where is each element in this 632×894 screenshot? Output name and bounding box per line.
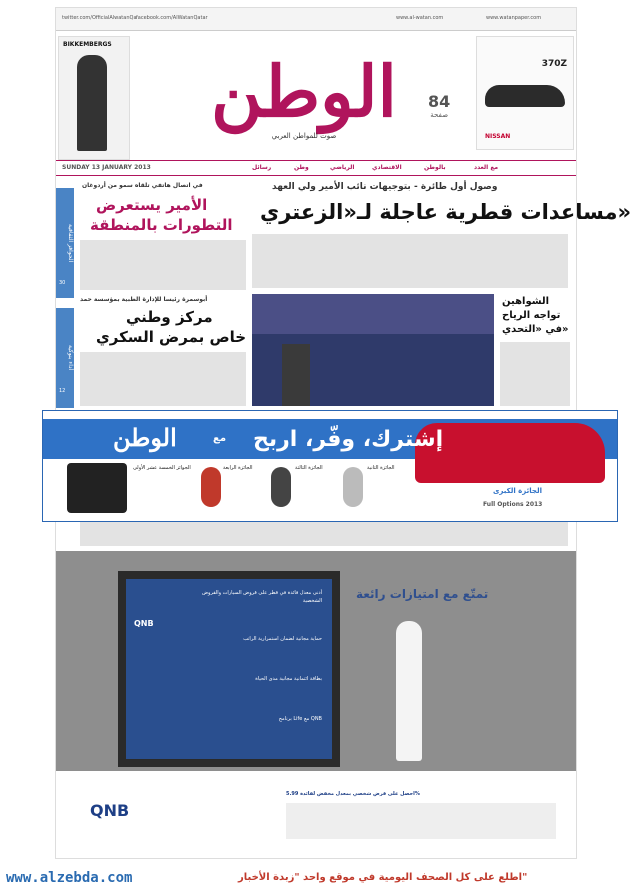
prize-three-label: الجائزة الثالثة (295, 465, 323, 471)
nav-item-economy[interactable]: الاقتصادي (372, 164, 402, 171)
second-story-text (80, 352, 246, 406)
prize-five-label: الجوائز الخمسة عشر الأولى (133, 465, 191, 471)
top-bar (56, 8, 576, 31)
section-nav (56, 160, 576, 176)
twitter-link[interactable]: twitter.com/OfficialAlwatanQa (62, 15, 137, 21)
billboard-brand: QNB (134, 619, 154, 628)
side-headline-line1[interactable]: الأمير يستعرض (96, 196, 208, 214)
speaker-figure (282, 344, 310, 406)
main-story-text (252, 234, 568, 288)
logo-tagline: صوت للمواطن العربي (271, 132, 337, 140)
story-headline-line3[interactable]: في «التحدي» (502, 324, 569, 335)
banner-slogan: إشترك، وفّر، اربح (253, 427, 444, 452)
main-headline[interactable]: مساعدات قطرية عاجلة لـ«الزعتري» (260, 200, 632, 224)
pages-label: صفحة (430, 111, 449, 119)
nav-item-with-issue[interactable]: مع العدد (474, 164, 499, 171)
paper-link[interactable]: www.watanpaper.com (486, 15, 542, 21)
conference-photo[interactable] (252, 294, 494, 406)
qnb-fine-print (286, 803, 556, 839)
nav-date: SUNDAY 13 JANUARY 2013 (62, 164, 151, 171)
second-headline-line1[interactable]: مركز وطني (126, 308, 213, 326)
footer-caption: اطلع على كل الصحف اليومية في موقع واحد "زبدة الأخبار" (238, 872, 528, 883)
billboard-line-4: برنامج Life مع QNB (278, 716, 322, 722)
sidebar-label-culture: الحوافز الثقافية (67, 223, 74, 263)
newspaper-page (56, 8, 632, 858)
alzebda-site-link[interactable]: www.alzebda.com (6, 870, 133, 886)
sidebar-label-banks: أداء بنوكية (67, 345, 74, 371)
watch-red-image (201, 467, 221, 507)
newspaper-logo: الوطن (211, 50, 397, 133)
fashion-ad[interactable] (58, 36, 130, 160)
qnb-advert[interactable] (56, 551, 576, 858)
car-prize-image (415, 423, 605, 483)
logo-block (204, 52, 404, 162)
qnb-logo: QNB (90, 801, 130, 820)
nav-item-alwatan[interactable]: بالوطن (424, 164, 446, 171)
billboard-line-2: حماية مجانية لضمان استمرارية الراتب (243, 636, 322, 642)
right-story-text (500, 342, 570, 406)
site-link[interactable]: www.al-watan.com (396, 15, 444, 21)
footer-bar (0, 862, 632, 894)
facebook-link[interactable]: facebook.com/AlWatanQatar (136, 15, 208, 21)
prize-two-label: الجائزة الثانية (367, 465, 395, 471)
qnb-billboard (118, 571, 340, 767)
car-brand: NISSAN (485, 133, 511, 140)
masthead (56, 32, 576, 162)
billboard-line-1: أدنى معدل فائدة في قطر على قروض السيارات والقروض الشخصية (202, 590, 322, 604)
sidebar-page-culture: 30 (59, 280, 66, 286)
second-headline-line2[interactable]: خاص بمرض السكري (96, 328, 247, 346)
model-figure (77, 55, 107, 151)
phones-image (67, 463, 127, 513)
sidebar-page-banks: 12 (59, 388, 66, 394)
prize-four-label: الجائزة الرابعة (223, 465, 253, 471)
story-headline-line2[interactable]: تواجه الرياح (502, 310, 561, 321)
qnb-ad-title: تمتّع مع امتيازات رائعة (356, 587, 489, 601)
subscription-banner[interactable] (42, 410, 618, 522)
story-headline-line1[interactable]: الشواهين (502, 296, 550, 307)
car-ad[interactable] (476, 36, 574, 150)
car-image (485, 85, 565, 107)
banner-logo: الوطن (113, 423, 177, 452)
nav-item-sports[interactable]: الرياضي (330, 164, 355, 171)
watch-black-image (271, 467, 291, 507)
qnb-footer-line: احصل على قرض شخصي بمعدل مخفض لفائدة 5.99% (286, 791, 420, 797)
man-figure (396, 621, 422, 761)
brand-name: BIKKEMBERGS (63, 41, 112, 48)
side-headline-line2[interactable]: التطورات بالمنطقة (90, 216, 233, 234)
side-kicker: في اتصال هاتفي تلقاه سمو من أردوغان (82, 182, 203, 189)
page-count (428, 92, 450, 119)
car-model: 370Z (541, 59, 567, 69)
nav-item-letters[interactable]: رسائل (252, 164, 272, 171)
side-story-text (80, 240, 246, 290)
lower-story-text (80, 522, 568, 546)
billboard-line-3: بطاقة ائتمانية مجانية مدى الحياة (255, 676, 322, 682)
main-kicker: وصول أول طائرة - بتوجيهات نائب الأمير ولي العهد (272, 182, 498, 192)
grand-prize-label: الجائزة الكبرى (493, 487, 542, 495)
banner-with: مع (213, 433, 227, 444)
pages-number: 84 (428, 92, 451, 111)
second-kicker: أبوسمرة رئيسا للإدارة الطبية بمؤسسة حمد (80, 296, 208, 303)
watch-silver-image (343, 467, 363, 507)
nav-item-watan[interactable]: وطن (294, 164, 309, 171)
car-options-text: Full Options 2013 (483, 501, 543, 508)
